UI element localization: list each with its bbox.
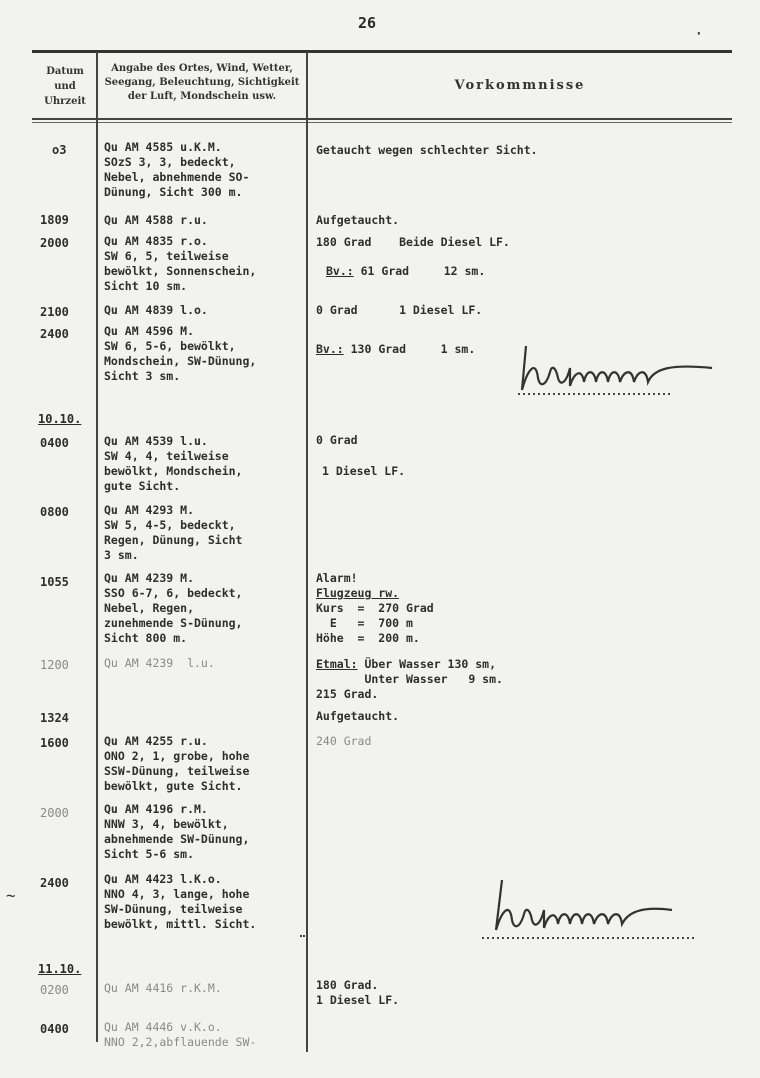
entry-event-details: Kurs = 270 Grad E = 700 m Höhe = 200 m.: [316, 601, 434, 645]
entry-location: Qu AM 4239 M. SSO 6-7, 6, bedeckt, Nebel, Regen, zunehmende S-Dünung, Sicht 800 m.: [104, 571, 243, 645]
commander-signature: [482, 876, 702, 944]
entry-event: 180 Grad. 1 Diesel LF.: [316, 978, 400, 1007]
header-date-time: Datum und Uhrzeit: [44, 66, 86, 107]
header-events: Vorkommnisse: [454, 78, 586, 93]
entry-location: Qu AM 4446 v.K.o. NNO 2,2,abflauende SW-: [104, 1020, 257, 1049]
entry-time: 1200: [40, 658, 69, 672]
entry-location: Qu AM 4539 l.u. SW 4, 4, teilweise bewölkt, Mondschein, gute Sicht.: [104, 434, 243, 493]
header-rule: [32, 118, 732, 120]
entry-time: 0400: [40, 1022, 69, 1036]
entry-time: 0400: [40, 436, 69, 450]
entry-event-bv: Bv.: 130 Grad 1 sm.: [316, 342, 476, 356]
entry-time: 2100: [40, 305, 69, 319]
entry-location: Qu AM 4585 u.K.M. SOzS 3, 3, bedeckt, Nebel, abnehmende SO- Dünung, Sicht 300 m.: [104, 140, 250, 199]
entry-event: Aufgetaucht.: [316, 213, 400, 227]
commander-signature: [512, 338, 722, 400]
entry-event: 180 Grad Beide Diesel LF.: [316, 235, 510, 249]
entry-event: 1 Diesel LF.: [322, 464, 406, 478]
entry-time: 0200: [40, 983, 69, 997]
entry-event: 240 Grad: [316, 734, 372, 748]
entry-time: 1600: [40, 736, 69, 750]
entry-time: 0800: [40, 505, 69, 519]
header-rule-thin: [32, 122, 732, 123]
column-divider-2: [306, 52, 308, 1052]
entry-time: 1055: [40, 575, 69, 589]
entry-event-etmal: Etmal: Über Wasser 130 sm, Unter Wasser 9 sm. 215 Grad.: [316, 657, 503, 701]
header-location-weather: Angabe des Ortes, Wind, Wetter, Seegang, Beleuchtung, Sichtigkeit der Luft, Mondschein usw.: [104, 63, 300, 102]
entry-location: Qu AM 4239 l.u.: [104, 656, 215, 670]
entry-time: 1324: [40, 711, 69, 725]
margin-dash: ~: [6, 886, 16, 905]
entry-event-bv: Bv.: 61 Grad 12 sm.: [326, 264, 486, 278]
entry-event: Aufgetaucht.: [316, 709, 400, 723]
entry-location: Qu AM 4835 r.o. SW 6, 5, teilweise bewölkt, Sonnenschein, Sicht 10 sm.: [104, 234, 257, 293]
entry-event: 0 Grad: [316, 433, 358, 447]
entry-location: Qu AM 4839 l.o.: [104, 303, 208, 317]
entry-location: Qu AM 4196 r.M. NNW 3, 4, bewölkt, abnehmende SW-Dünung, Sicht 5-6 sm.: [104, 802, 250, 861]
entry-location: Qu AM 4255 r.u. ONO 2, 1, grobe, hohe SSW-Dünung, teilweise bewölkt, gute Sicht.: [104, 734, 250, 793]
entry-location: Qu AM 4588 r.u.: [104, 213, 208, 227]
entry-location: Qu AM 4293 M. SW 5, 4-5, bedeckt, Regen, Dünung, Sicht 3 sm.: [104, 503, 243, 562]
row-mark: [300, 935, 308, 937]
entry-time: 2000: [40, 806, 69, 820]
entry-time: 1809: [40, 213, 69, 227]
entry-time: o3: [52, 143, 67, 157]
entry-time: 2400: [40, 327, 69, 341]
column-divider-1: [96, 52, 98, 1042]
page-number: 26: [358, 14, 377, 32]
entry-time: 2400: [40, 876, 69, 890]
entry-event: 0 Grad 1 Diesel LF.: [316, 303, 483, 317]
entry-event: Getaucht wegen schlechter Sicht.: [316, 143, 538, 157]
entry-location: Qu AM 4596 M. SW 6, 5-6, bewölkt, Mondschein, SW-Dünung, Sicht 3 sm.: [104, 324, 257, 383]
date-heading: 11.10.: [38, 962, 82, 976]
date-heading: 10.10.: [38, 412, 82, 426]
entry-time: 2000: [40, 236, 69, 250]
entry-event: Alarm!: [316, 571, 358, 585]
margin-mark: ·: [694, 24, 704, 43]
entry-location: Qu AM 4423 l.K.o. NNO 4, 3, lange, hohe SW-Dünung, teilweise bewölkt, mittl. Sicht.: [104, 872, 257, 931]
entry-location: Qu AM 4416 r.K.M.: [104, 981, 222, 995]
table-top-rule: [32, 50, 732, 53]
entry-event-alarm: Flugzeug rw.: [316, 586, 400, 600]
